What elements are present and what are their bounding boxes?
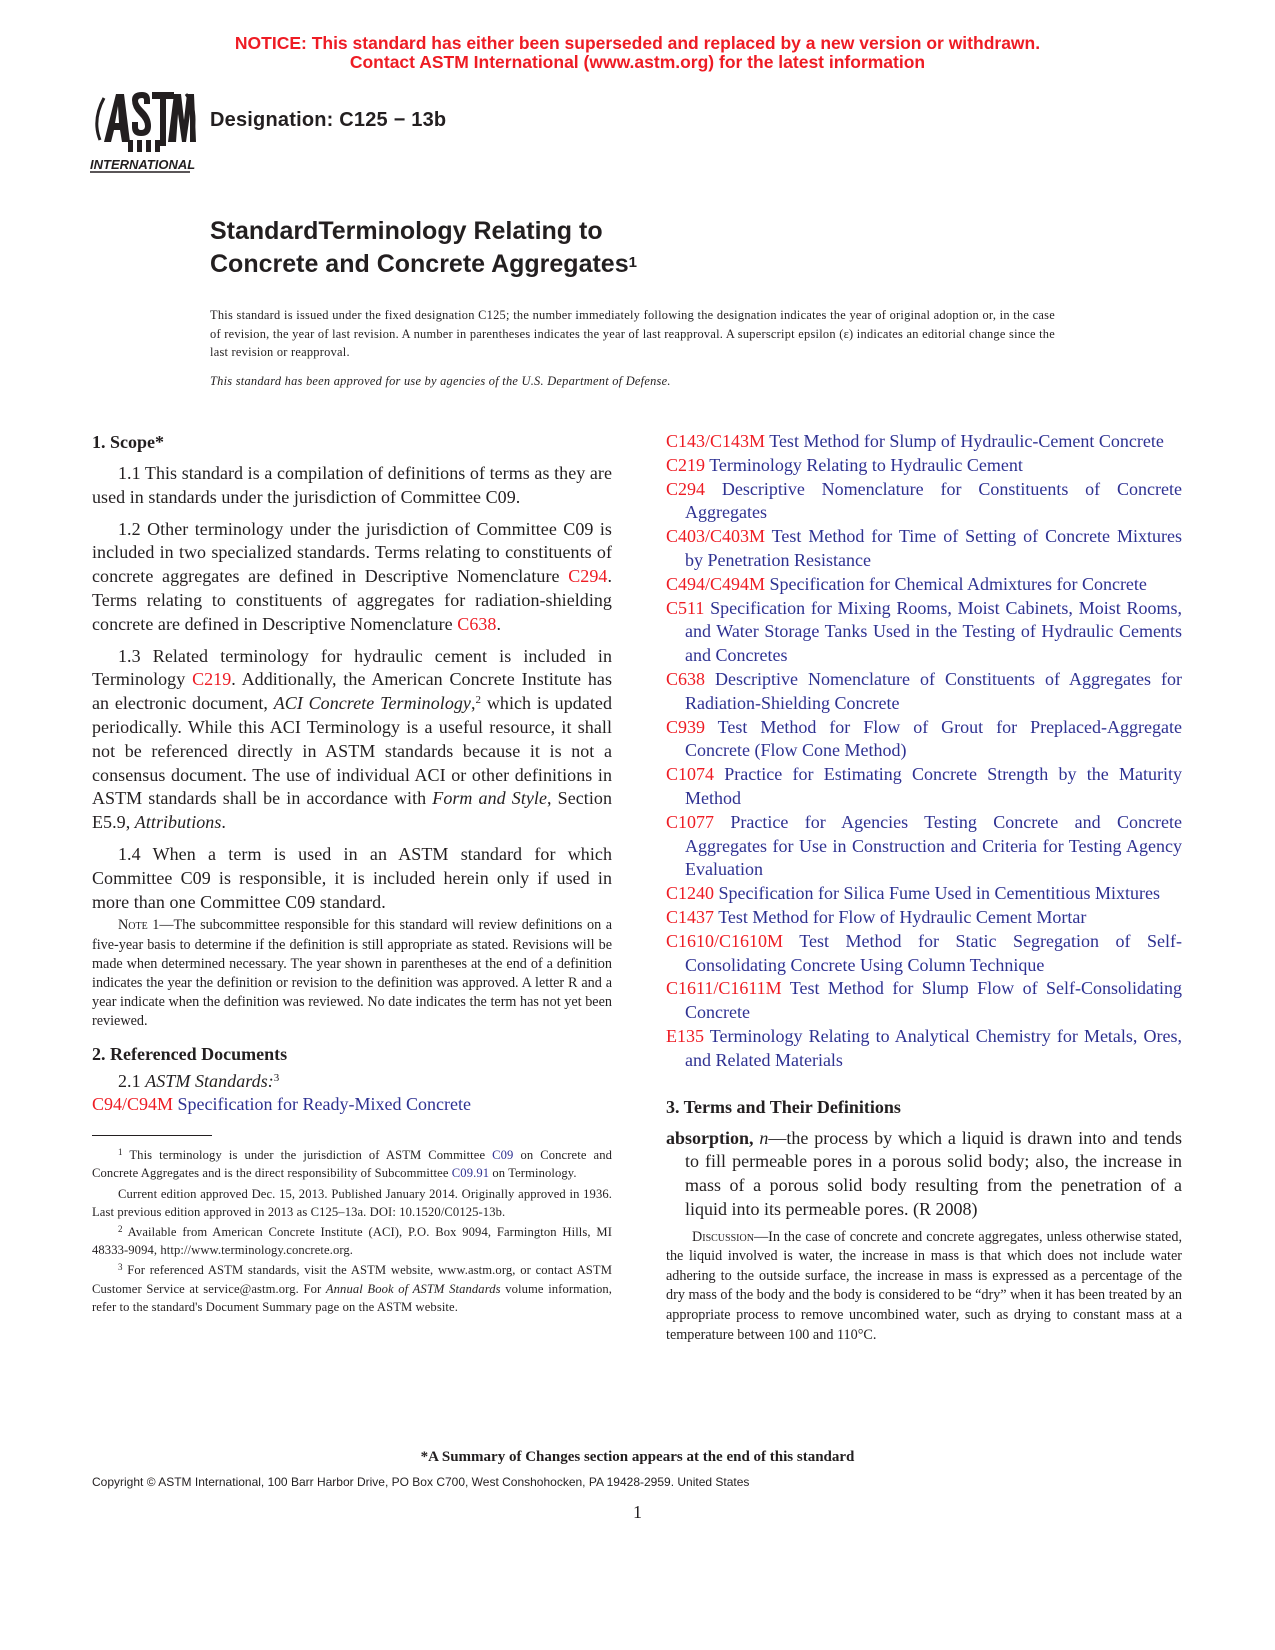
link-c638[interactable]: C638	[457, 613, 497, 634]
link-c294[interactable]: C294	[568, 566, 608, 587]
notice-line-1: NOTICE: This standard has either been superseded and replaced by a new version or withdrawn.	[234, 33, 1041, 53]
reference-item[interactable]: C1611/C1611M Test Method for Slump Flow of Self-Consolidating Concrete	[666, 978, 1182, 1023]
notice-line-2: Contact ASTM International (www.astm.org) for the latest information	[349, 52, 926, 72]
footnote-3: $^3$ For referenced ASTM standards, visit the ASTM website, www.astm.org, or contact ASTM Customer Service at service@astm.org. For Annual Book of ASTM Standards volume information, refer to the standard's Document Summary page on the ASTM website.	[92, 1262, 612, 1314]
dod-approval-statement: This standard has been approved for use by agencies of the U.S. Department of Defense.	[210, 374, 671, 388]
document-title	[210, 215, 637, 281]
reference-item[interactable]: C1610/C1610M Test Method for Static Segregation of Self-Consolidating Concrete Using Column Technique	[666, 930, 1182, 975]
reference-item[interactable]: C1240 Specification for Silica Fume Used in Cementitious Mixtures	[666, 883, 1160, 904]
reference-item[interactable]: C638 Descriptive Nomenclature of Constituents of Aggregates for Radiation-Shielding Concrete	[666, 668, 1182, 713]
astm-logo-icon	[90, 80, 198, 176]
reference-item[interactable]: C511 Specification for Mixing Rooms, Moist Cabinets, Moist Rooms, and Water Storage Tanks Used in the Testing of Hydraulic Cements and Concretes	[666, 597, 1182, 666]
reference-item[interactable]: C1077 Practice for Agencies Testing Concrete and Concrete Aggregates for Use in Construction and Criteria for Testing Agency Evaluation	[666, 811, 1182, 880]
term-absorption-label: absorption,	[666, 1127, 754, 1148]
astm-standards-label: 2.1 ASTM Standards:$^3$	[118, 1070, 280, 1091]
section-referenced-documents-heading: 2. Referenced Documents	[92, 1043, 288, 1064]
reference-item[interactable]: C294 Descriptive Nomenclature for Constituents of Concrete Aggregates	[666, 478, 1182, 523]
copyright-line: Copyright © ASTM International, 100 Barr Harbor Drive, PO Box C700, West Conshohocken, PA 19428-2959. United States	[92, 1475, 750, 1489]
reference-item[interactable]: C494/C494M Specification for Chemical Admixtures for Concrete	[666, 573, 1147, 594]
footnote-mark-2: 2	[475, 694, 482, 707]
reference-item[interactable]: C1074 Practice for Estimating Concrete Strength by the Maturity Method	[666, 764, 1182, 808]
link-c219[interactable]: C219	[192, 669, 232, 690]
footnote-1: $^1$ This terminology is under the jurisdiction of ASTM Committee C09 on Concrete and Concrete Aggregates and is the direct responsibility of Subcommittee C09.91 on Terminology.	[92, 1147, 612, 1181]
footnote-edition: Current edition approved Dec. 15, 2013. Published January 2014. Originally approved in 1936. Last previous edition approved in 2013 as C125–13a. DOI: 10.1520/C0125-13b.	[92, 1186, 612, 1219]
right-column	[666, 430, 1182, 1345]
scope-para-1-2: 1.2 Other terminology under the jurisdiction of Committee C09 is included in two specialized standards. Terms relating to constituents of concrete aggregates are defined in Descriptive Nomenclature C294. Terms relating to constituents of aggregates for radiation-shielding concrete are defined in Descriptive Nomenclature C638.	[92, 518, 612, 634]
title-line-2-text: Concrete and Concrete Aggregates	[210, 250, 629, 278]
reference-item[interactable]: C1437 Test Method for Flow of Hydraulic Cement Mortar	[666, 906, 1087, 927]
term-absorption: absorption, n—the process by which a liquid is drawn into and tends to fill permeable pores in a porous solid body; also, the increase in mass of a porous solid body resulting from the penetration of a liquid into its permeable pores. (R 2008)	[666, 1127, 1182, 1219]
title-line-2	[210, 248, 637, 281]
scope-para-1-3: 1.3 Related terminology for hydraulic cement is included in Terminology C219. Additionally, the American Concrete Institute has an electronic document, ACI Concrete Terminology,$^2$ which is updated periodically. While this ACI Terminology is a useful resource, it shall not be referenced directly in ASTM standards because it is not a consensus document. The use of individual ACI or other definitions in ASTM standards shall be in accordance with Form and Style, Section E5.9, Attributions.	[92, 645, 613, 833]
page-number: 1	[633, 1502, 642, 1522]
footnote-divider	[92, 1135, 212, 1136]
title-line-1: StandardTerminology Relating to	[210, 217, 603, 245]
withdrawal-notice	[0, 34, 1275, 72]
summary-of-changes-note: *A Summary of Changes section appears at the end of this standard	[420, 1449, 855, 1465]
footnote-2: $^2$ Available from American Concrete Institute (ACI), P.O. Box 9094, Farmington Hills, MI 48333-9094, http://www.terminology.concrete.org.	[92, 1223, 612, 1258]
reference-list	[666, 430, 1182, 1073]
section-terms-heading: 3. Terms and Their Definitions	[666, 1096, 901, 1117]
reference-item[interactable]: C143/C143M Test Method for Slump of Hydraulic-Cement Concrete	[666, 431, 1164, 451]
left-column	[92, 430, 612, 1318]
reference-item[interactable]: E135 Terminology Relating to Analytical Chemistry for Metals, Ores, and Related Materials	[666, 1025, 1182, 1070]
term-absorption-discussion: Discussion—In the case of concrete and concrete aggregates, unless otherwise stated, the liquid involved is water, the increase in mass is that which does not include water adhering to the outside surface, the increase in mass is expressed as a percentage of the dry mass of the body and the body is considered to be “dry” when it has been treated by an appropriate process to remove uncombined water, such as drying to constant mass at a temperature between 100 and 110°C.	[666, 1228, 1182, 1343]
reference-item[interactable]: C94/C94M Specification for Ready-Mixed Concrete	[92, 1094, 471, 1115]
issuance-statement: This standard is issued under the fixed designation C125; the number immediately following the designation indicates the year of original adoption or, in the case of revision, the year of last revision. A number in parentheses indicates the year of last reapproval. A superscript epsilon (ε) indicates an editorial change since the last revision or reapproval.	[210, 308, 1055, 359]
scope-para-1-4: 1.4 When a term is used in an ASTM standard for which Committee C09 is responsible, it is included herein only if used in more than one Committee C09 standard.	[92, 843, 612, 912]
scope-para-1-1: 1.1 This standard is a compilation of definitions of terms as they are used in standards under the jurisdiction of Committee C09.	[92, 463, 612, 507]
reference-item[interactable]: C219 Terminology Relating to Hydraulic Cement	[666, 454, 1023, 475]
link-c09[interactable]: C09	[492, 1148, 514, 1163]
reference-item[interactable]: C939 Test Method for Flow of Grout for Preplaced-Aggregate Concrete (Flow Cone Method)	[666, 716, 1182, 761]
note-label: Note 1	[118, 917, 160, 934]
title-footnote-mark: 1	[628, 254, 637, 271]
logo-international-text: INTERNATIONAL	[90, 157, 196, 172]
section-scope-heading: 1. Scope*	[92, 432, 164, 452]
link-c09-91[interactable]: C09.91	[451, 1166, 490, 1181]
note-1: Note 1—The subcommittee responsible for this standard will review definitions on a five-year basis to determine if the definition is still appropriate as stated. Revisions will be made when determined necessary. The year shown in parentheses at the end of a definition indicates the year the definition or revision to the definition was approved. A letter R and a year indicate when the definition was reviewed. No date indicates the term has not yet been reviewed.	[92, 917, 612, 1030]
designation: Designation: C125 − 13b	[210, 109, 447, 131]
reference-item[interactable]: C403/C403M Test Method for Time of Setting of Concrete Mixtures by Penetration Resistance	[666, 526, 1182, 570]
